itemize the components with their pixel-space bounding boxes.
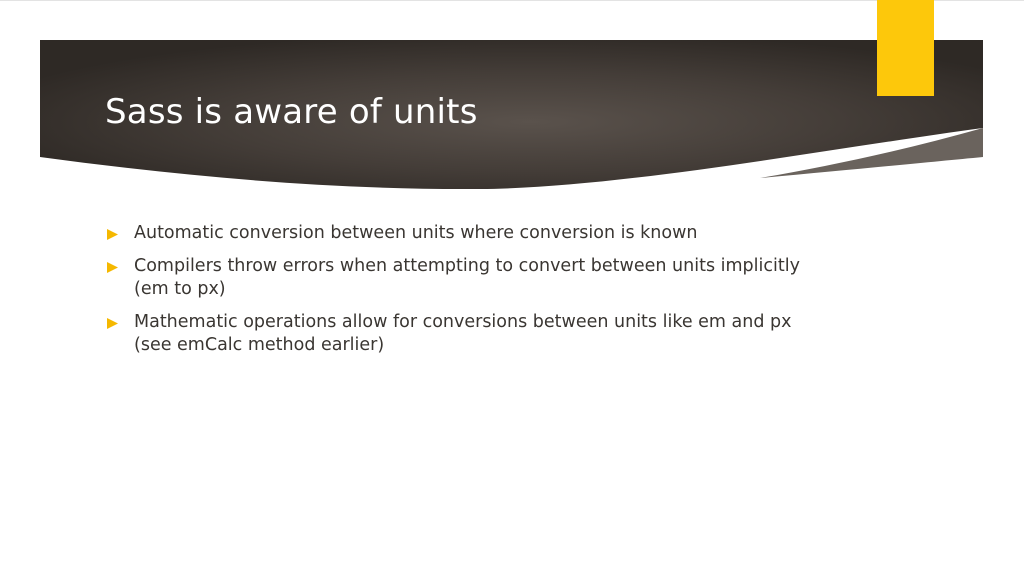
bullet-text: Automatic conversion between units where conversion is known (134, 223, 698, 243)
bullet-item (105, 255, 825, 301)
triangle-right-icon (107, 229, 118, 240)
triangle-right-icon (107, 262, 118, 273)
bullet-text: Mathematic operations allow for conversions between units like em and px (see emCalc method earlier) (134, 312, 792, 355)
bullet-item (105, 222, 825, 245)
slide-title: Sass is aware of units (105, 92, 478, 132)
bullet-text: Compilers throw errors when attempting to convert between units implicitly (em to px) (134, 256, 800, 299)
bullet-item (105, 311, 825, 357)
bullet-list (105, 222, 825, 367)
accent-tab (877, 0, 934, 96)
triangle-right-icon (107, 318, 118, 329)
